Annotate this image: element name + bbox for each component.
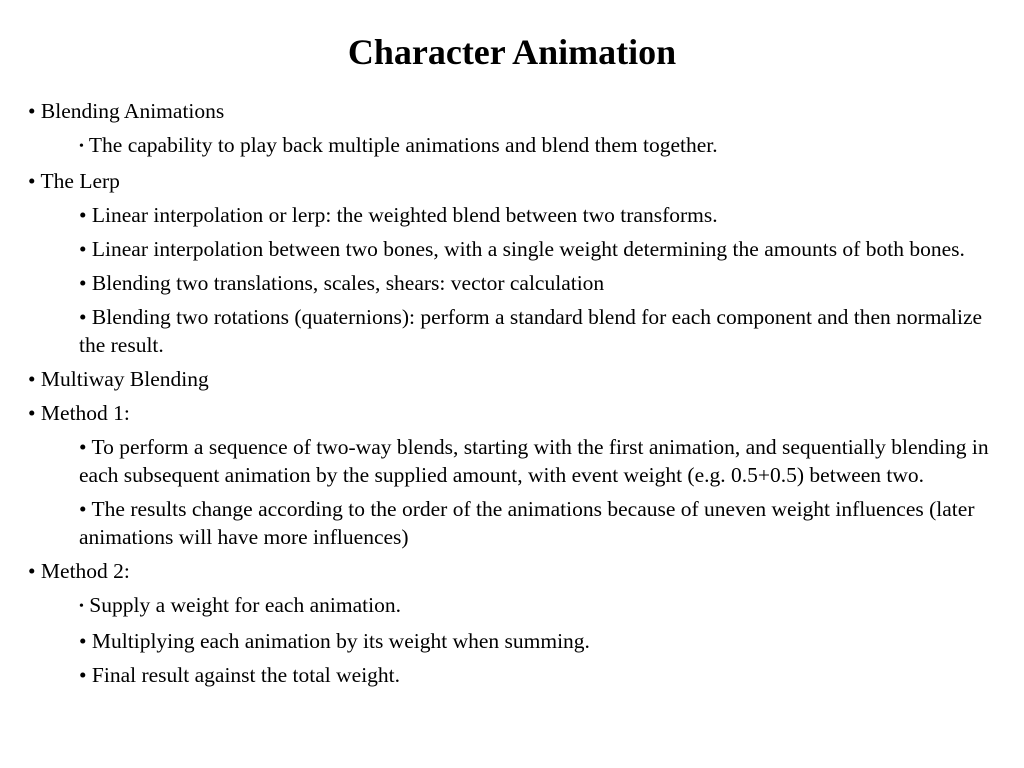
bullet-icon: • <box>79 305 87 329</box>
bullet-icon: • <box>79 629 87 653</box>
list-item <box>79 433 998 489</box>
bullet-icon: • <box>28 169 36 193</box>
list-item-text: The results change according to the order of the animations because of uneven weight influences (later animations will have more influences) <box>79 497 975 549</box>
list-item-text: To perform a sequence of two-way blends, starting with the first animation, and sequentially blending in each subsequent animation by the supplied amount, with event weight (e.g. 0.5+0.5) between two. <box>79 435 989 487</box>
list-item <box>79 131 998 161</box>
slide-title: Character Animation <box>347 32 677 72</box>
bullet-list <box>28 97 998 695</box>
list-item <box>79 235 998 263</box>
list-item-text: Blending Animations <box>40 99 225 123</box>
bullet-icon: • <box>79 203 87 227</box>
list-item <box>79 201 998 229</box>
bullet-icon: • <box>28 559 36 583</box>
list-item <box>79 627 998 655</box>
list-item-text: Multiplying each animation by its weight when summing. <box>91 629 590 653</box>
list-item-text: Method 2: <box>40 559 130 583</box>
bullet-icon: • <box>79 237 87 261</box>
list-item <box>79 495 998 551</box>
list-item <box>28 365 998 393</box>
bullet-icon: • <box>79 663 87 687</box>
list-item <box>28 97 998 125</box>
list-item <box>28 557 998 585</box>
bullet-icon: • <box>28 99 36 123</box>
list-item <box>28 167 998 195</box>
list-item-text: Linear interpolation between two bones, with a single weight determining the amounts of both bones. <box>91 237 965 261</box>
bullet-icon: • <box>79 435 87 459</box>
bullet-icon: • <box>79 139 84 154</box>
bullet-icon: • <box>79 271 87 295</box>
list-item-text: The Lerp <box>40 169 120 193</box>
list-item <box>79 661 998 689</box>
list-item-text: Supply a weight for each animation. <box>89 593 401 617</box>
list-item <box>79 269 998 297</box>
list-item <box>79 591 998 621</box>
bullet-icon: • <box>79 497 87 521</box>
list-item-text: Multiway Blending <box>40 367 209 391</box>
bullet-icon: • <box>28 401 36 425</box>
bullet-icon: • <box>79 599 84 614</box>
list-item-text: Blending two rotations (quaternions): perform a standard blend for each component and then normalize the result. <box>79 305 983 357</box>
list-item <box>28 399 998 427</box>
list-item-text: Final result against the total weight. <box>91 663 401 687</box>
list-item-text: Blending two translations, scales, shears: vector calculation <box>91 271 605 295</box>
list-item-text: Linear interpolation or lerp: the weighted blend between two transforms. <box>91 203 718 227</box>
list-item <box>79 303 998 359</box>
list-item-text: Method 1: <box>40 401 130 425</box>
bullet-icon: • <box>28 367 36 391</box>
list-item-text: The capability to play back multiple animations and blend them together. <box>88 133 718 157</box>
